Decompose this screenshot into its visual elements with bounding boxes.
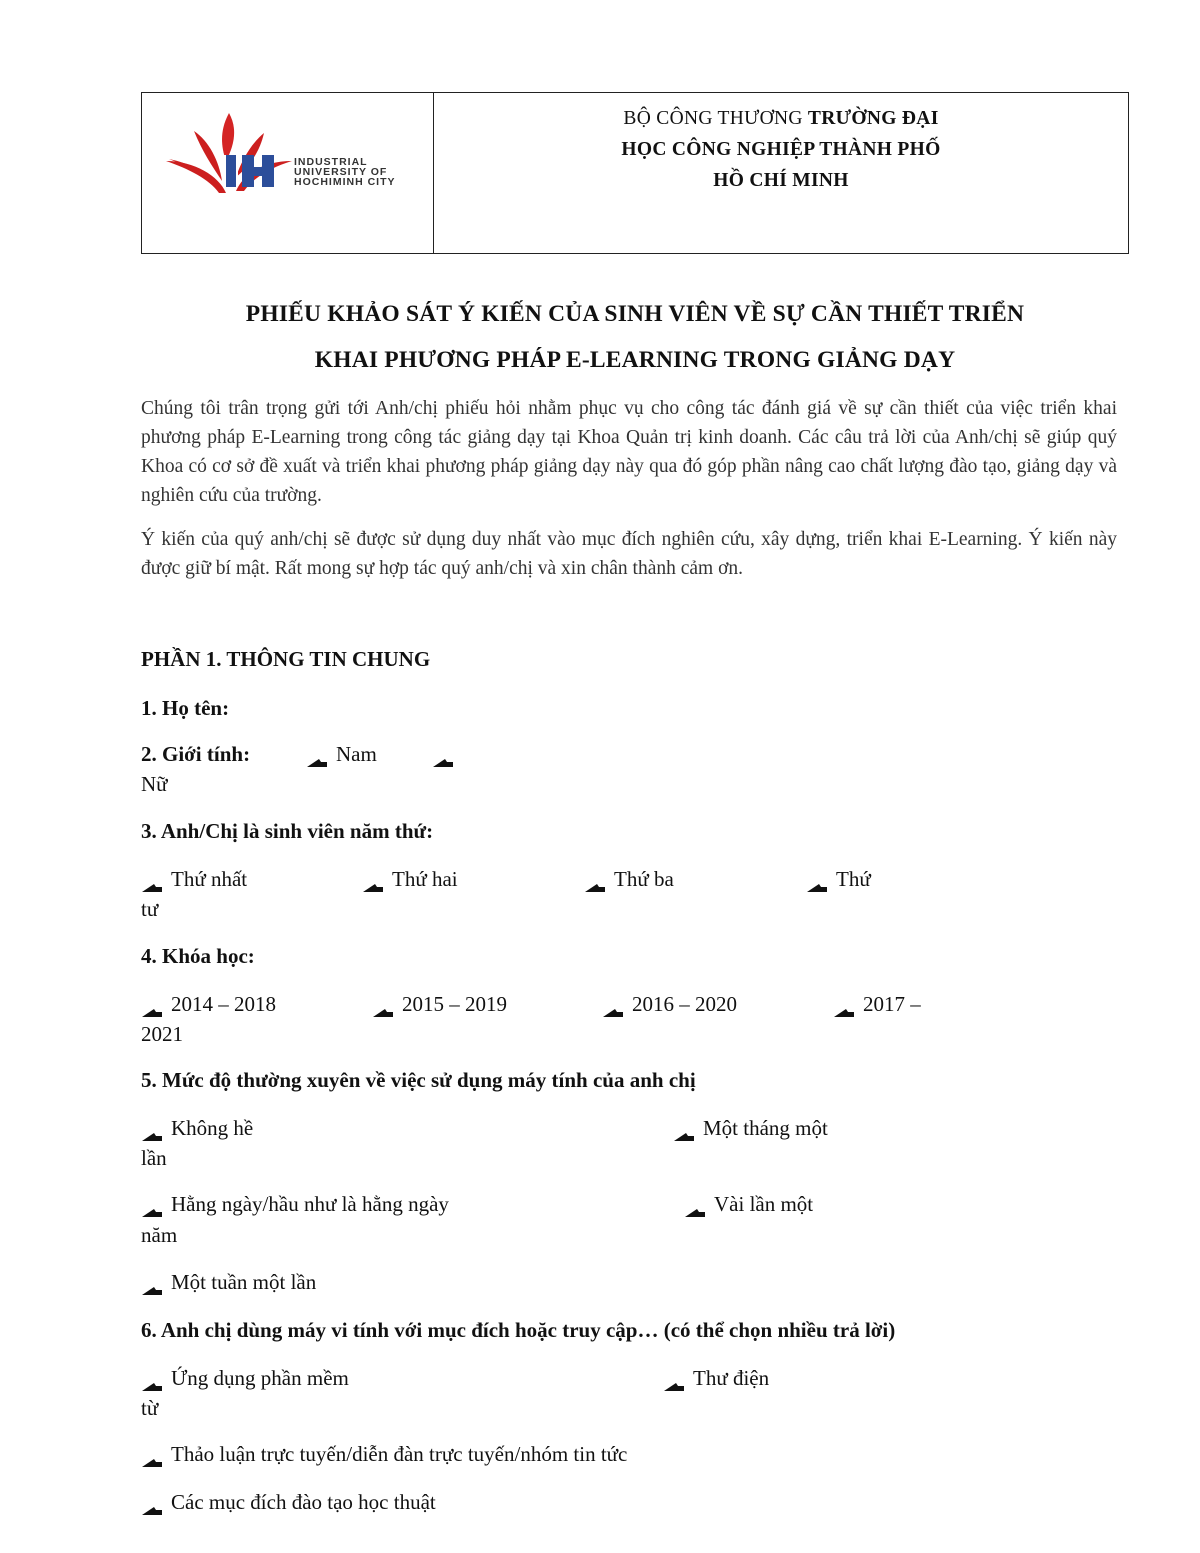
university-logo: [164, 111, 294, 201]
survey-title-line1: PHIẾU KHẢO SÁT Ý KIẾN CỦA SINH VIÊN VỀ SỰ CẦN THIẾT TRIỂN: [245, 301, 1025, 327]
question-3-year: 3. Anh/Chị là sinh viên năm thứ:: [141, 819, 434, 843]
option-course-2017-cont: 2021: [141, 1022, 183, 1046]
option-course-2016[interactable]: 2016 – 2020: [602, 992, 737, 1017]
option-daily[interactable]: Hằng ngày/hầu như là hằng ngày: [141, 1192, 449, 1217]
option-year-4[interactable]: Thứ: [806, 867, 871, 892]
logo-cell: [142, 93, 434, 253]
question-2-gender: 2. Giới tính:: [141, 742, 251, 766]
section1-heading: PHẦN 1. THÔNG TIN CHUNG: [141, 647, 431, 671]
option-never[interactable]: Không hề: [141, 1116, 253, 1141]
option-female[interactable]: [432, 742, 462, 767]
checkbox-icon[interactable]: [141, 1123, 163, 1133]
option-online-discussion[interactable]: Thảo luận trực tuyến/diễn đàn trực tuyến/nhóm tin tức: [141, 1442, 627, 1467]
question-5-frequency: 5. Mức độ thường xuyên về việc sử dụng máy tính của anh chị: [141, 1068, 696, 1092]
checkbox-icon[interactable]: [432, 749, 454, 759]
option-female-label: Nữ: [141, 772, 168, 796]
checkbox-icon[interactable]: [372, 999, 394, 1009]
header-table: [141, 92, 1129, 254]
survey-title-line2: KHAI PHƯƠNG PHÁP E-LEARNING TRONG GIẢNG DẠY: [314, 347, 956, 373]
checkbox-icon[interactable]: [806, 874, 828, 884]
option-few-times-year[interactable]: Vài lần một: [684, 1192, 813, 1217]
checkbox-icon[interactable]: [584, 874, 606, 884]
checkbox-icon[interactable]: [141, 874, 163, 884]
option-software[interactable]: Ứng dụng phần mềm: [141, 1366, 349, 1391]
question-6-purpose: 6. Anh chị dùng máy vi tính với mục đích hoặc truy cập… (có thể chọn nhiều trả lời): [141, 1318, 896, 1342]
option-year-2[interactable]: Thứ hai: [362, 867, 458, 892]
option-email-cont: từ: [141, 1396, 159, 1420]
checkbox-icon[interactable]: [362, 874, 384, 884]
option-never-cont: lần: [141, 1146, 167, 1170]
question-4-course: 4. Khóa học:: [141, 944, 255, 968]
option-monthly[interactable]: Một tháng một: [673, 1116, 828, 1141]
checkbox-icon[interactable]: [141, 1373, 163, 1383]
checkbox-icon[interactable]: [663, 1373, 685, 1383]
intro-paragraph-2: Ý kiến của quý anh/chị sẽ được sử dụng duy nhất vào mục đích nghiên cứu, xây dựng, triển khai E-Learning. Ý kiến này được giữ bí mật. Rất mong sự hợp tác quý anh/chị và xin chân thành cảm ơn.: [141, 529, 1117, 579]
option-course-2015[interactable]: 2015 – 2019: [372, 992, 507, 1017]
checkbox-icon[interactable]: [141, 1277, 163, 1287]
option-academic[interactable]: Các mục đích đào tạo học thuật: [141, 1490, 436, 1515]
checkbox-icon[interactable]: [833, 999, 855, 1009]
checkbox-icon[interactable]: [141, 1199, 163, 1209]
checkbox-icon[interactable]: [141, 1449, 163, 1459]
organization-name: BỘ CÔNG THƯƠNG TRƯỜNG ĐẠI HỌC CÔNG NGHIỆP THÀNH PHỐ HỒ CHÍ MINH: [621, 108, 941, 191]
option-email[interactable]: Thư điện: [663, 1366, 769, 1391]
option-course-2017[interactable]: 2017 –: [833, 992, 921, 1017]
option-year-1[interactable]: Thứ nhất: [141, 867, 247, 892]
checkbox-icon[interactable]: [141, 999, 163, 1009]
option-course-2014[interactable]: 2014 – 2018: [141, 992, 276, 1017]
checkbox-icon[interactable]: [306, 749, 328, 759]
option-weekly[interactable]: Một tuần một lần: [141, 1270, 316, 1295]
option-year-3[interactable]: Thứ ba: [584, 867, 674, 892]
checkbox-icon[interactable]: [673, 1123, 695, 1133]
option-year-4-cont: tư: [141, 897, 159, 921]
logo-text: INDUSTRIAL UNIVERSITY OF HOCHIMINH CITY: [294, 156, 396, 188]
intro-paragraph-1: Chúng tôi trân trọng gửi tới Anh/chị phiếu hỏi nhằm phục vụ cho công tác đánh giá về sự cần thiết của việc triển khai phương pháp E-Learning trong công tác giảng dạy tại Khoa Quản trị kinh doanh. Các câu trả lời của Anh/chị sẽ giúp quý Khoa có cơ sở đề xuất và triển khai phương pháp giảng dạy này qua đó góp phần nâng cao chất lượng đào tạo, giảng dạy và nghiên cứu của trường.: [141, 398, 1117, 506]
question-1-fullname: 1. Họ tên:: [141, 696, 230, 720]
option-few-times-year-cont: năm: [141, 1223, 178, 1247]
option-male[interactable]: Nam: [306, 742, 377, 767]
checkbox-icon[interactable]: [602, 999, 624, 1009]
checkbox-icon[interactable]: [684, 1199, 706, 1209]
checkbox-icon[interactable]: [141, 1497, 163, 1507]
